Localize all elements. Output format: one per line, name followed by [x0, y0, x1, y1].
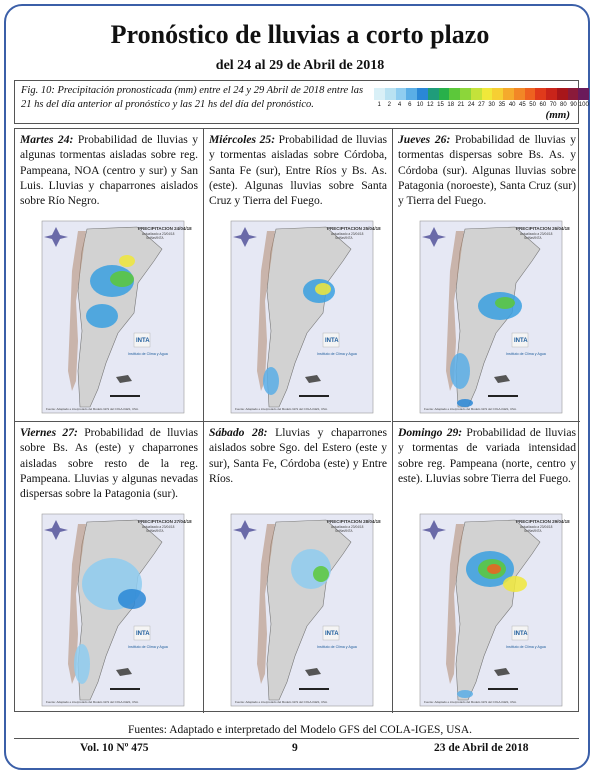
- map-subtitle: Actualizado a 23/04/18: [142, 525, 175, 529]
- map-subtitle: Actualizado a 23/04/18: [331, 232, 364, 236]
- scale-label: 6: [408, 102, 412, 108]
- forecast-text: [209, 132, 387, 208]
- scale-label: 30: [488, 102, 496, 108]
- footer-source: Fuentes: Adaptado e interpretado del Modelo GFS del COLA-IGES, USA.: [128, 724, 472, 736]
- forecast-cell: [392, 421, 580, 713]
- rain-area: [487, 564, 501, 574]
- rain-area: [315, 283, 331, 295]
- map-network: SeiNet/INTA: [524, 236, 542, 240]
- institute-name: Instituto de Clima y Agua: [317, 352, 357, 356]
- map-source: Fuente: Adaptado e interpretado del Modelo GFS del COLA-IGES, USA.: [424, 407, 517, 411]
- scale-label: 2: [387, 102, 392, 108]
- map-title: PRECIPITACION 25/04/18: [327, 226, 381, 231]
- scale-swatch: [492, 88, 503, 100]
- forecast-day: Martes 24:: [20, 133, 74, 146]
- inta-logo: INTA: [136, 338, 150, 344]
- forecast-cell: [15, 421, 203, 713]
- scale-swatch: [385, 88, 396, 100]
- scale-swatch: [503, 88, 514, 100]
- forecast-cell: [203, 129, 391, 421]
- precipitation-color-scale: [374, 88, 589, 100]
- institute-name: Instituto de Clima y Agua: [128, 645, 168, 649]
- scale-unit: (mm): [545, 109, 570, 121]
- scale-swatch: [482, 88, 493, 100]
- scale-swatch: [396, 88, 407, 100]
- map-network: SeiNet/INTA: [146, 529, 164, 533]
- map-title: PRECIPITACION 28/04/18: [327, 519, 381, 524]
- scale-swatch: [557, 88, 568, 100]
- scale-label: 10: [416, 102, 424, 108]
- scale-label: 90: [570, 102, 577, 108]
- inta-logo: INTA: [136, 631, 150, 637]
- map-source: Fuente: Adaptado e interpretado del Modelo GFS del COLA-IGES, USA.: [424, 700, 517, 704]
- scale-swatch: [471, 88, 482, 100]
- precipitation-map: [420, 221, 570, 413]
- rain-area: [119, 255, 135, 267]
- forecast-description: Probabilidad de lluvias y tormentas de variada intensidad sobre reg. Pampeana (norte, centro y este). Lluvias sobre Tierra del Fuego.: [398, 426, 576, 485]
- scale-label: 24: [467, 102, 475, 108]
- map-source: Fuente: Adaptado e interpretado del Modelo GFS del COLA-IGES, USA.: [235, 407, 328, 411]
- map-source: Fuente: Adaptado e interpretado del Modelo GFS del COLA-IGES, USA.: [46, 407, 139, 411]
- forecast-cell: [203, 421, 391, 713]
- rain-area: [495, 297, 515, 309]
- scale-swatch: [449, 88, 460, 100]
- rain-area: [457, 399, 473, 407]
- forecast-day: Miércoles 25:: [209, 133, 276, 146]
- scale-label: 80: [559, 102, 567, 108]
- footer-page-number: 9: [292, 742, 298, 754]
- scale-label: 35: [498, 102, 506, 108]
- forecast-day: Viernes 27:: [20, 426, 78, 439]
- map-network: SeiNet/INTA: [146, 236, 164, 240]
- map-title: PRECIPITACION 24/04/18: [138, 226, 192, 231]
- forecast-description: Probabilidad de lluvias sobre Bs. As (este) y chaparrones aisladas sobre resto de la reg. Pampeana. Lluvias y algunas nevadas dispersas sobre la Patagonia (sur).: [20, 426, 198, 501]
- forecast-description: Probabilidad de lluvias y tormentas aisladas sobre Córdoba, Santa Fe (sur), Entre Ríos y Bs. As. (este). Algunas lluvias sobre Santa Cruz y Tierra del Fuego.: [209, 133, 387, 208]
- precipitation-scale-labels: [374, 102, 589, 108]
- scale-label: 60: [539, 102, 547, 108]
- scale-label: 15: [437, 102, 444, 108]
- forecast-day: Sábado 28:: [209, 426, 268, 439]
- scale-label: 4: [397, 102, 402, 108]
- institute-name: Instituto de Clima y Agua: [128, 352, 168, 356]
- map-network: SeiNet/INTA: [335, 529, 353, 533]
- figure-caption-box: [14, 80, 589, 124]
- precipitation-map: [42, 221, 192, 413]
- map-subtitle: Actualizado a 23/04/18: [520, 232, 553, 236]
- page-title: Pronóstico de lluvias a corto plazo: [110, 20, 490, 49]
- inta-logo: INTA: [325, 338, 339, 344]
- inta-logo: INTA: [325, 631, 339, 637]
- map-title: PRECIPITACION 29/04/18: [516, 519, 570, 524]
- scale-swatch: [374, 88, 385, 100]
- footer-divider: [14, 738, 579, 739]
- scale-bar-graphic: [110, 688, 140, 690]
- footer-date: 23 de Abril de 2018: [434, 742, 529, 754]
- forecast-text: [20, 425, 198, 501]
- scale-swatch: [535, 88, 546, 100]
- rain-area: [74, 644, 90, 684]
- forecast-description: Probabilidad de lluvias y algunas tormentas aisladas sobre reg. Pampeana, NOA (centro y sur) y San Luis. Lluvias y chaparrones aislados sobre Río Negro.: [20, 133, 198, 208]
- rain-area: [457, 690, 473, 698]
- forecast-cell: [15, 129, 203, 421]
- scale-bar-graphic: [110, 395, 140, 397]
- forecast-text: [209, 425, 387, 486]
- scale-swatch: [525, 88, 536, 100]
- scale-swatch: [439, 88, 450, 100]
- map-network: SeiNet/INTA: [335, 236, 353, 240]
- rain-area: [450, 353, 470, 389]
- institute-name: Instituto de Clima y Agua: [506, 352, 546, 356]
- scale-label: 27: [478, 102, 485, 108]
- forecast-description: Lluvias y chaparrones aislados sobre Sgo. del Estero (este y sur), Santa Fe, Córdoba (este) y Entre Ríos.: [209, 426, 387, 485]
- forecast-day: Jueves 26:: [398, 133, 451, 146]
- forecast-grid: [14, 128, 579, 712]
- scale-label: 1: [377, 102, 381, 108]
- map-title: PRECIPITACION 27/04/18: [138, 519, 192, 524]
- scale-label: 100: [578, 102, 589, 108]
- scale-swatch: [546, 88, 557, 100]
- scale-swatch: [460, 88, 471, 100]
- rain-area: [86, 304, 118, 328]
- precipitation-map: [231, 514, 381, 706]
- scale-swatch: [568, 88, 579, 100]
- scale-swatch: [514, 88, 525, 100]
- rain-area: [503, 576, 527, 592]
- rain-area: [313, 566, 329, 582]
- map-title: PRECIPITACION 26/04/18: [516, 226, 570, 231]
- scale-label: 40: [508, 102, 516, 108]
- scale-swatch: [578, 88, 589, 100]
- precipitation-map: [42, 514, 192, 706]
- map-network: SeiNet/INTA: [524, 529, 542, 533]
- scale-bar-graphic: [488, 395, 518, 397]
- scale-bar-graphic: [488, 688, 518, 690]
- scale-label: 21: [457, 102, 465, 108]
- forecast-text: [398, 425, 576, 486]
- scale-label: 12: [426, 102, 434, 108]
- forecast-description: Probabilidad de lluvias y tormentas dispersas sobre Bs. As. y Córdoba (sur). Algunas lluvias sobre Patagonia (noroeste), Santa Cruz (sur) y Tierra del Fuego.: [398, 133, 576, 208]
- inta-logo: INTA: [514, 631, 528, 637]
- scale-label: 70: [549, 102, 557, 108]
- forecast-day: Domingo 29:: [398, 426, 463, 439]
- page-subtitle: del 24 al 29 de Abril de 2018: [215, 58, 385, 73]
- scale-label: 45: [519, 102, 526, 108]
- map-source: Fuente: Adaptado e interpretado del Modelo GFS del COLA-IGES, USA.: [235, 700, 328, 704]
- inta-logo: INTA: [514, 338, 528, 344]
- forecast-text: [20, 132, 198, 208]
- forecast-text: [398, 132, 576, 208]
- scale-swatch: [417, 88, 428, 100]
- rain-area: [110, 271, 134, 287]
- footer-volume: Vol. 10 Nº 475: [80, 742, 149, 754]
- rain-area: [263, 367, 279, 395]
- map-subtitle: Actualizado a 23/04/18: [331, 525, 364, 529]
- map-source: Fuente: Adaptado e interpretado del Modelo GFS del COLA-IGES, USA.: [46, 700, 139, 704]
- rain-area: [118, 589, 146, 609]
- scale-swatch: [406, 88, 417, 100]
- precipitation-map: [231, 221, 381, 413]
- figure-caption: Fig. 10: Precipitación pronosticada (mm) entre el 24 y 29 Abril de 2018 entre las 21 hs del día anterior al pronóstico y las 21 hs del día del pronóstico.: [21, 85, 364, 110]
- precipitation-map: [420, 514, 570, 706]
- forecast-cell: [392, 129, 580, 421]
- map-subtitle: Actualizado a 23/04/18: [520, 525, 553, 529]
- map-subtitle: Actualizado a 23/04/18: [142, 232, 175, 236]
- institute-name: Instituto de Clima y Agua: [506, 645, 546, 649]
- scale-swatch: [428, 88, 439, 100]
- scale-bar-graphic: [299, 395, 329, 397]
- scale-label: 18: [447, 102, 455, 108]
- scale-bar-graphic: [299, 688, 329, 690]
- scale-label: 50: [529, 102, 536, 108]
- institute-name: Instituto de Clima y Agua: [317, 645, 357, 649]
